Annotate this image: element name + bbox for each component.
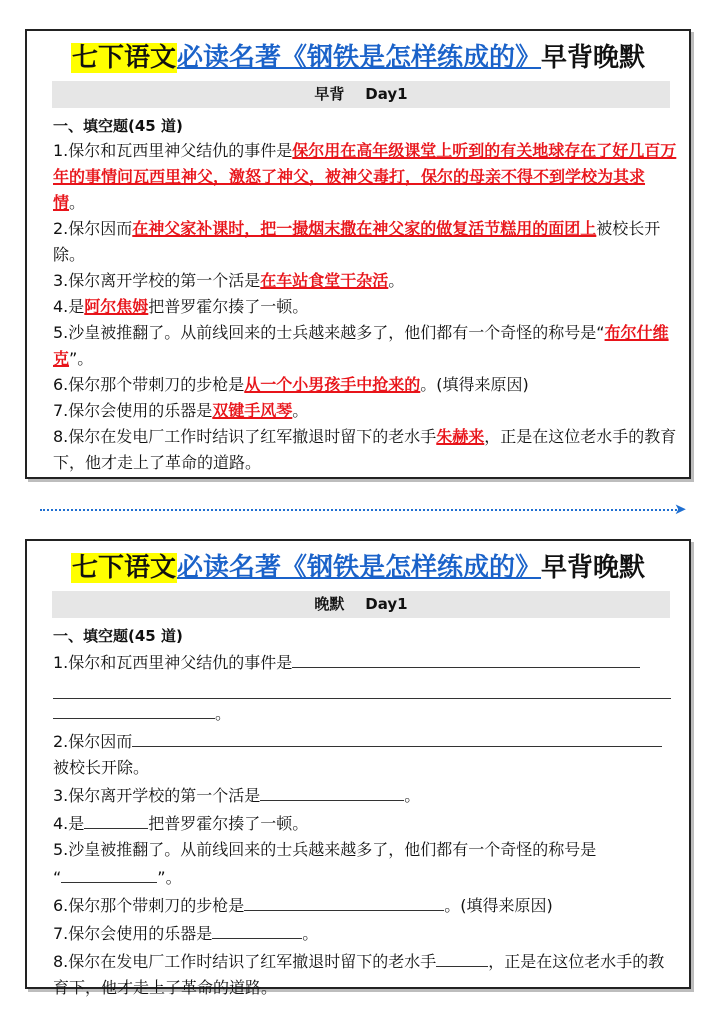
question-text: 8.保尔在发电厂工作时结识了红军撤退时留下的老水手: [53, 427, 437, 446]
answer-blank[interactable]: [132, 727, 662, 747]
question-text: 4.是: [53, 814, 85, 833]
question-text: ，正是在这位老水手的教育下，他才走上了革命的道路。: [53, 952, 665, 997]
question-text: 1.保尔和瓦西里神父结仇的事件是: [53, 141, 293, 160]
answer-text: 布尔什维克: [53, 323, 669, 368]
question-text: 。: [404, 786, 421, 805]
question-2-cont: [53, 755, 677, 781]
day-band: [52, 591, 670, 618]
answer-blank[interactable]: [436, 947, 488, 967]
question-1-cont: [53, 699, 677, 727]
question-list: [27, 618, 689, 1001]
question-text: 2.保尔因而: [53, 732, 133, 751]
question-5: [53, 320, 677, 372]
question-text: 5.沙皇被推翻了。从前线回来的士兵越来越多了，他们都有一个奇怪的称号是“: [53, 323, 605, 342]
question-5-cont: [53, 863, 677, 891]
question-8: [53, 424, 677, 476]
question-1: [53, 648, 677, 676]
card-title: [27, 545, 689, 591]
question-6: [53, 891, 677, 919]
arrow-right-icon: ➤: [674, 500, 687, 518]
question-text: ，正是在这位老水手的教育下，他才走上了革命的道路。: [53, 427, 677, 472]
question-text: 8.保尔在发电厂工作时结识了红军撤退时留下的老水手: [53, 952, 437, 971]
question-6: [53, 372, 677, 398]
question-2: [53, 727, 677, 755]
question-text: ”。: [157, 868, 182, 887]
dotted-divider: [40, 509, 680, 513]
question-text: 。(填得来原因): [444, 896, 553, 915]
day-band-label: 晚默 Day1: [314, 595, 408, 613]
title-book-text: 必读名著《钢铁是怎样练成的》: [176, 553, 541, 583]
morning-recitation-card: [25, 29, 691, 479]
answer-blank[interactable]: [292, 648, 640, 668]
answer-blank[interactable]: [53, 676, 671, 699]
question-text: 。: [69, 193, 86, 212]
question-text: 7.保尔会使用的乐器是: [53, 401, 213, 420]
answer-blank[interactable]: [212, 919, 302, 939]
question-3: [53, 781, 677, 809]
question-text: 7.保尔会使用的乐器是: [53, 924, 213, 943]
answer-text: 在车站食堂干杂活: [260, 271, 389, 290]
question-list: [27, 108, 689, 476]
answer-text: 保尔用在高年级课堂上听到的有关地球存在了好几百万年的事情问瓦西里神父，激怒了神父，被神父毒打，保尔的母亲不得不到学校为其求情: [53, 141, 677, 212]
card-title: [27, 35, 689, 81]
title-book-text: 必读名著《钢铁是怎样练成的》: [176, 43, 541, 73]
question-1: [53, 138, 677, 216]
question-8: [53, 947, 677, 1001]
question-4: [53, 809, 677, 837]
question-text: 把普罗霍尔揍了一顿。: [148, 814, 309, 833]
question-text: 3.保尔离开学校的第一个活是: [53, 786, 261, 805]
question-4: [53, 294, 677, 320]
question-text: 2.保尔因而: [53, 219, 133, 238]
answer-blank[interactable]: [260, 781, 404, 801]
question-text: 。: [292, 401, 309, 420]
question-text: 被校长开除。: [53, 758, 150, 777]
question-text: 把普罗霍尔揍了一顿。: [148, 297, 309, 316]
answer-blank[interactable]: [84, 809, 148, 829]
question-text: 1.保尔和瓦西里神父结仇的事件是: [53, 653, 293, 672]
question-text: 5.沙皇被推翻了。从前线回来的士兵越来越多了，他们都有一个奇怪的称号是: [53, 840, 597, 859]
question-7: [53, 919, 677, 947]
question-text: “: [53, 868, 62, 887]
section-heading: 一、填空题(45 道): [53, 627, 183, 645]
day-band-label: 早背 Day1: [314, 85, 408, 103]
title-tail-text: 早背晚默: [541, 43, 646, 73]
title-highlight-text: 七下语文: [71, 43, 176, 73]
question-text: 4.是: [53, 297, 85, 316]
title-highlight-text: 七下语文: [71, 553, 176, 583]
question-text: ”。: [69, 349, 94, 368]
question-text: 。: [388, 271, 405, 290]
section-heading: 一、填空题(45 道): [53, 117, 183, 135]
question-text: 被校长开除。: [53, 219, 661, 264]
answer-text: 从一个小男孩手中抢来的: [244, 375, 421, 394]
question-2: [53, 216, 677, 268]
question-text: 3.保尔离开学校的第一个活是: [53, 271, 261, 290]
question-3: [53, 268, 677, 294]
answer-blank[interactable]: [61, 863, 157, 883]
answer-blank[interactable]: [53, 699, 215, 719]
answer-blank[interactable]: [244, 891, 444, 911]
day-band: [52, 81, 670, 108]
evening-dictation-card: [25, 539, 691, 997]
answer-text: 朱赫来: [436, 427, 485, 446]
question-text: 。: [302, 924, 319, 943]
question-7: [53, 398, 677, 424]
question-text: 6.保尔那个带刺刀的步枪是: [53, 375, 245, 394]
answer-text: 在神父家补课时，把一撮烟末撒在神父家的做复活节糕用的面团上: [132, 219, 597, 238]
question-text: 6.保尔那个带刺刀的步枪是: [53, 896, 245, 915]
question-5: [53, 837, 677, 863]
title-tail-text: 早背晚默: [541, 553, 646, 583]
answer-text: 双键手风琴: [212, 401, 293, 420]
question-text: 。: [215, 704, 232, 723]
answer-text: 阿尔焦姆: [84, 297, 149, 316]
question-text: 。(填得来原因): [420, 375, 529, 394]
